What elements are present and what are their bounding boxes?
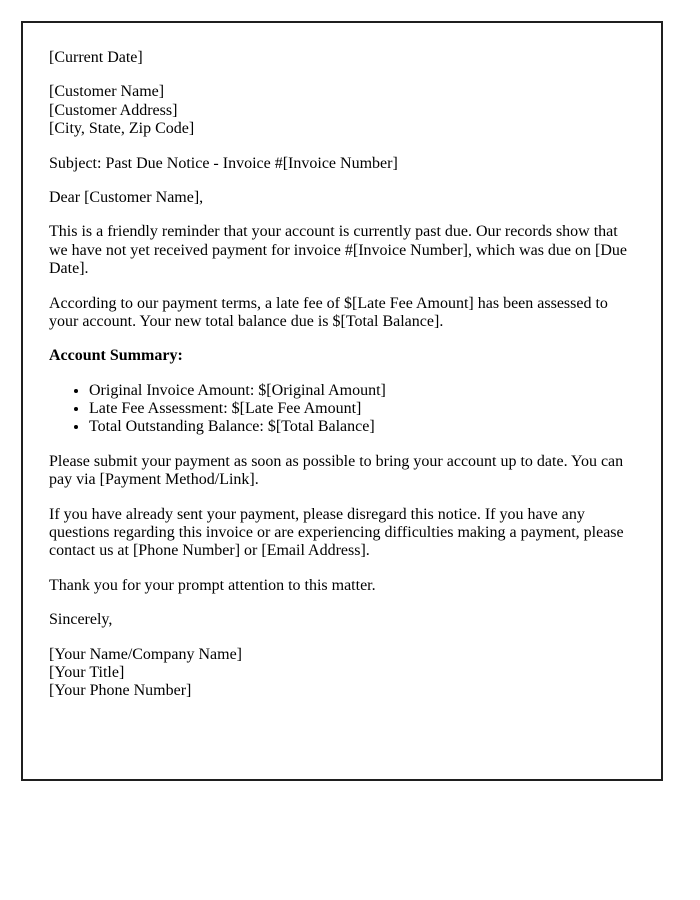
body-paragraph-thank-you: Thank you for your prompt attention to this matter. [49, 576, 376, 594]
recipient-address-line: [Customer Address] [49, 101, 178, 119]
signature-block [49, 646, 635, 701]
closing: Sincerely, [49, 611, 113, 629]
summary-item-original-amount: • Original Invoice Amount: $[Original Amount] [89, 382, 635, 400]
recipient-block [49, 83, 635, 138]
recipient-city-state-zip-line: [City, State, Zip Code] [49, 120, 195, 138]
body-paragraph-payment-request: Please submit your payment as soon as possible to bring your account up to date. You can pay via [Payment Method/Link]. [49, 452, 624, 489]
account-summary-list [49, 382, 635, 437]
body-paragraph-reminder: This is a friendly reminder that your account is currently past due. Our records show that we have not yet received payment for invoice #[Invoice Number], which was due on [Due Date]. [49, 223, 628, 278]
date-line: [Current Date] [49, 49, 143, 66]
account-summary-heading: Account Summary: [49, 347, 183, 365]
body-paragraph-late-fee: According to our payment terms, a late fee of $[Late Fee Amount] has been assessed to your account. Your new total balance due is $[Total Balance]. [49, 294, 608, 330]
recipient-name-line: [Customer Name] [49, 83, 165, 101]
summary-item-total-balance: • Total Outstanding Balance: $[Total Balance] [89, 418, 635, 436]
salutation: Dear [Customer Name], [49, 188, 204, 206]
signature-title-line: [Your Title] [49, 663, 125, 681]
signature-phone-line: [Your Phone Number] [49, 682, 192, 700]
signature-name-line: [Your Name/Company Name] [49, 645, 243, 663]
summary-item-late-fee: • Late Fee Assessment: $[Late Fee Amount] [89, 400, 635, 418]
body-paragraph-disregard-notice: If you have already sent your payment, please disregard this notice. If you have any questions regarding this invoice or are experiencing difficulties making a payment, please contact us at [Phone Number] or [Email Address]. [49, 505, 624, 560]
subject-line: Subject: Past Due Notice - Invoice #[Invoice Number] [49, 154, 398, 172]
letter-page [21, 21, 663, 781]
